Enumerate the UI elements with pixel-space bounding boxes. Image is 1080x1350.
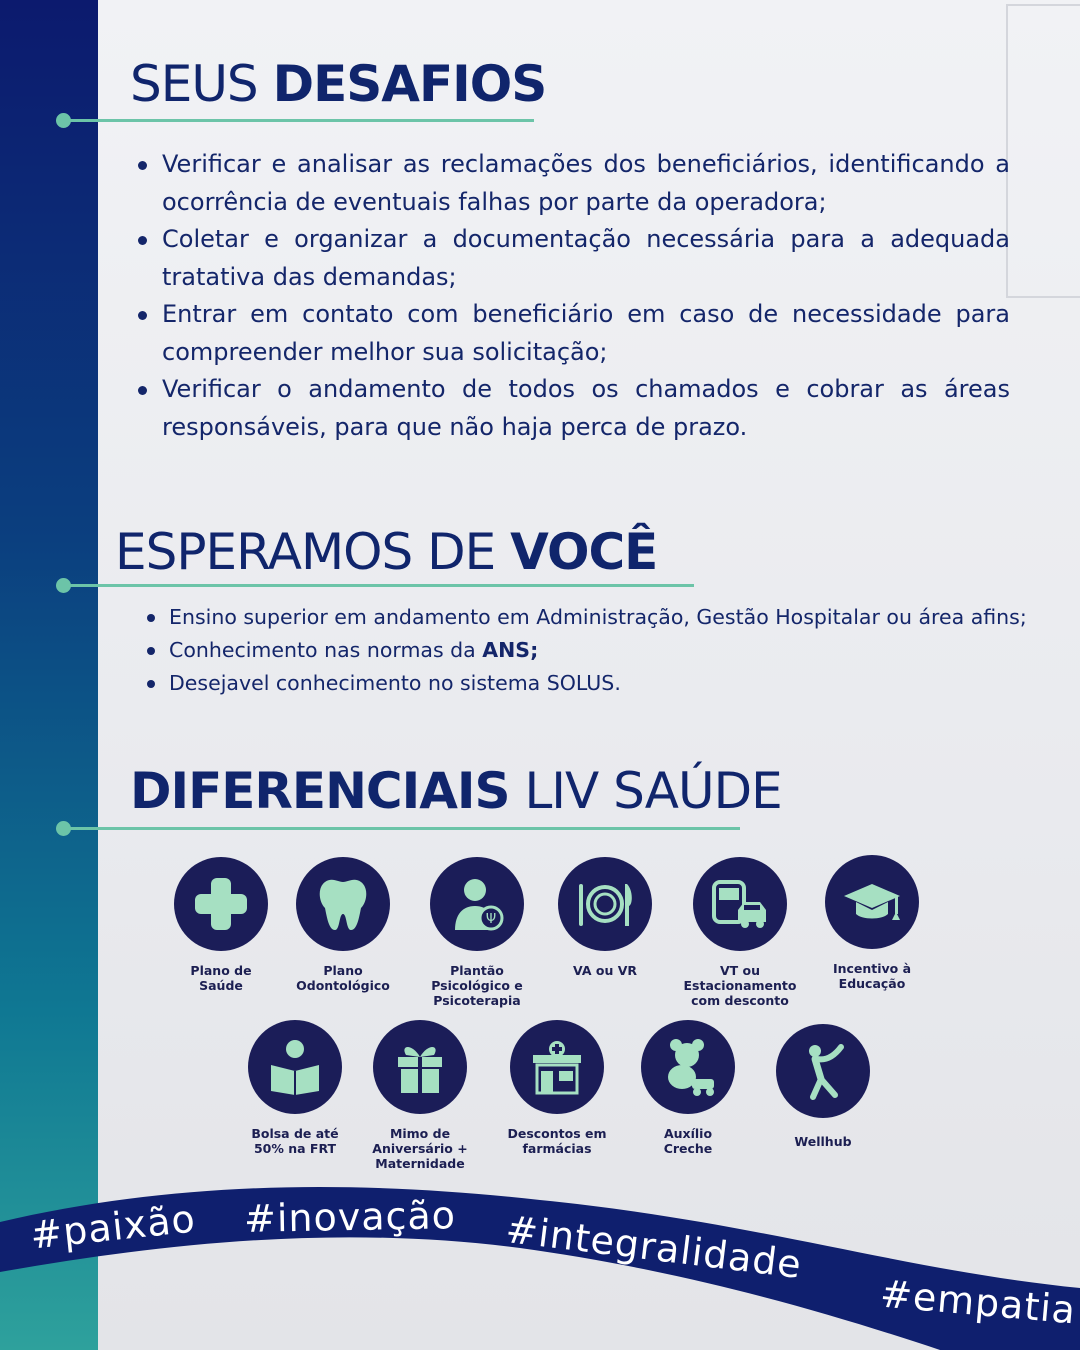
challenges-title (130, 55, 546, 113)
challenges-title-bold: DESAFIOS (272, 55, 547, 113)
list-item: Entrar em contato com beneficiário em caso de necessidade para compreender melhor sua solicitação; (162, 296, 1010, 371)
plate-cutlery-icon (573, 872, 637, 936)
hashtag-innovation: #inovação (243, 1193, 457, 1241)
tooth-icon (311, 872, 375, 936)
list-item: Ensino superior em andamento em Administração, Gestão Hospitalar ou área afins; (169, 601, 1027, 634)
benefit-label: Incentivo à Educação (832, 961, 912, 991)
benefit-label: Auxílio Creche (663, 1126, 713, 1156)
benefits-title-bold: DIFERENCIAIS (130, 762, 510, 820)
stretching-person-icon (791, 1039, 855, 1103)
challenges-list (134, 146, 1010, 446)
expectations-divider (64, 584, 694, 587)
expectations-list (141, 601, 1027, 700)
psychologist-icon (445, 872, 509, 936)
benefit-circle (776, 1024, 870, 1118)
pharmacy-icon (525, 1035, 589, 1099)
benefit-circle (174, 857, 268, 951)
medical-cross-icon (189, 872, 253, 936)
hashtag-passion: #paixão (28, 1196, 198, 1258)
list-item-ans (169, 634, 1027, 667)
benefit-circle (641, 1020, 735, 1114)
benefit-label: Mimo de Aniversário + Maternidade (372, 1126, 468, 1171)
expectations-title (115, 523, 657, 581)
benefit-meal-voucher (530, 857, 680, 978)
teddy-bear-icon (656, 1035, 720, 1099)
challenges-title-light: SEUS (130, 55, 258, 113)
bus-car-icon (708, 872, 772, 936)
benefit-circle (373, 1020, 467, 1114)
side-gradient-bar (0, 0, 98, 1350)
benefit-label: Plantão Psicológico e Psicoterapia (431, 963, 523, 1008)
ans-item-bold: ANS; (482, 638, 539, 662)
expectations-title-light: ESPERAMOS DE (115, 523, 496, 581)
benefit-label: VT ou Estacionamento com desconto (683, 963, 797, 1008)
benefit-pharmacy (482, 1020, 632, 1156)
benefit-label: Descontos em farmácias (507, 1126, 607, 1156)
benefit-label: VA ou VR (573, 963, 637, 978)
benefit-circle (430, 857, 524, 951)
gift-icon (388, 1035, 452, 1099)
reading-person-icon (263, 1035, 327, 1099)
ans-item-text: Conhecimento nas normas da (169, 638, 476, 662)
benefit-dental-plan (268, 857, 418, 993)
benefit-label: Wellhub (794, 1134, 852, 1149)
benefit-education (797, 855, 947, 991)
list-item: Verificar o andamento de todos os chamados e cobrar as áreas responsáveis, para que não haja perca de prazo. (162, 371, 1010, 446)
benefit-label: Plano Odontológico (296, 963, 390, 993)
benefit-circle (825, 855, 919, 949)
list-item: Desejavel conhecimento no sistema SOLUS. (169, 667, 1027, 700)
benefits-title-light: LIV SAÚDE (524, 762, 782, 820)
challenges-divider (64, 119, 534, 122)
benefit-label: Plano de Saúde (190, 963, 252, 993)
benefit-transport (665, 857, 815, 1008)
benefit-wellhub (748, 1024, 898, 1149)
benefit-label: Bolsa de até 50% na FRT (251, 1126, 339, 1156)
benefit-circle (558, 857, 652, 951)
hashtag-empathy: #empatia (878, 1271, 1078, 1333)
benefit-circle (248, 1020, 342, 1114)
benefits-title (130, 762, 782, 820)
benefit-daycare (613, 1020, 763, 1156)
benefit-circle (296, 857, 390, 951)
expectations-title-bold: VOCÊ (510, 523, 658, 581)
graduation-cap-icon (840, 870, 904, 934)
benefit-gift (345, 1020, 495, 1171)
decorative-frame (1006, 4, 1080, 298)
benefits-divider (64, 827, 740, 830)
benefit-circle (693, 857, 787, 951)
benefit-circle (510, 1020, 604, 1114)
list-item: Coletar e organizar a documentação necessária para a adequada tratativa das demandas; (162, 221, 1010, 296)
svg-text:Ψ: Ψ (485, 912, 497, 927)
hashtag-integrality: #integralidade (503, 1207, 805, 1287)
list-item: Verificar e analisar as reclamações dos beneficiários, identificando a ocorrência de eventuais falhas por parte da operadora; (162, 146, 1010, 221)
